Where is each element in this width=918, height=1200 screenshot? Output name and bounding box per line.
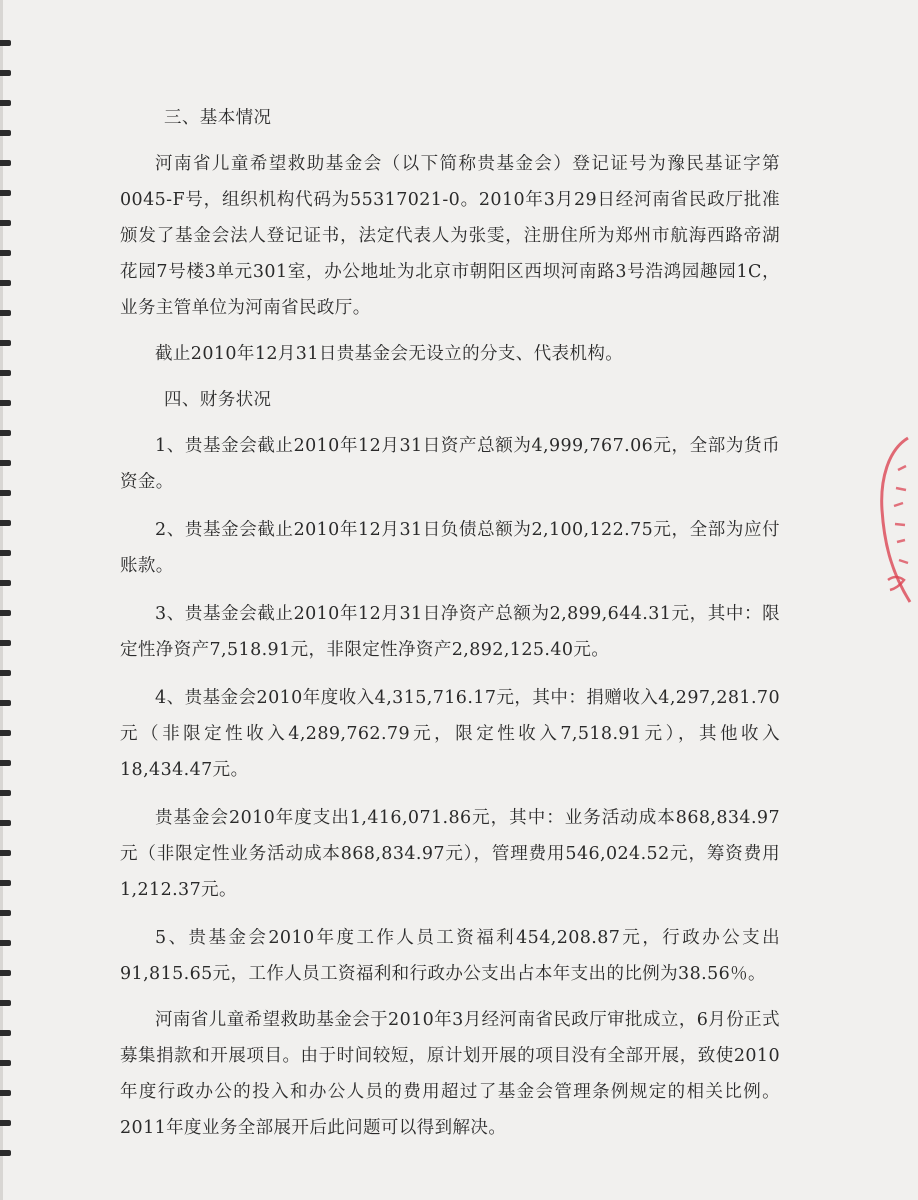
section-heading-basic-info: 三、基本情况: [164, 108, 272, 128]
binding-hole: [0, 850, 11, 856]
binding-hole: [0, 730, 11, 736]
binding-hole: [0, 670, 11, 676]
paragraph-branches: 截止2010年12月31日贵基金会无设立的分支、代表机构。: [155, 344, 624, 364]
binding-hole: [0, 70, 11, 76]
binding-hole: [0, 640, 11, 646]
binding-hole: [0, 40, 11, 46]
binding-hole: [0, 1150, 11, 1156]
binding-hole: [0, 1000, 11, 1006]
paragraph-staff-costs: 5、贵基金会2010年度工作人员工资福利454,208.87元，行政办公支出91,815.65元，工作人员工资福利和行政办公支出占本年支出的比例为38.56％。: [120, 928, 780, 984]
binding-hole: [0, 880, 11, 886]
document-body: [120, 100, 780, 1146]
binding-hole: [0, 130, 11, 136]
section-heading-financial-status: 四、财务状况: [164, 390, 272, 410]
binding-holes: [0, 40, 14, 1180]
binding-hole: [0, 430, 11, 436]
binding-hole: [0, 340, 11, 346]
paragraph-closing-note: 河南省儿童希望救助基金会于2010年3月经河南省民政厅审批成立，6月份正式募集捐款和开展项目。由于时间较短，原计划开展的项目没有全部开展，致使2010年度行政办公的投入和办公人员的费用超过了基金会管理条例规定的相关比例。2011年度业务全部展开后此问题可以得到解决。: [120, 1010, 780, 1138]
paragraph-income: 4、贵基金会2010年度收入4,315,716.17元，其中：捐赠收入4,297,281.70元（非限定性收入4,289,762.79元，限定性收入7,518.91元），其他收入18,434.47元。: [120, 688, 780, 780]
binding-hole: [0, 910, 11, 916]
binding-hole: [0, 580, 11, 586]
binding-hole: [0, 940, 11, 946]
binding-hole: [0, 250, 11, 256]
binding-hole: [0, 700, 11, 706]
binding-hole: [0, 100, 11, 106]
binding-hole: [0, 280, 11, 286]
binding-hole: [0, 160, 11, 166]
paragraph-expenses: 贵基金会2010年度支出1,416,071.86元，其中：业务活动成本868,834.97元（非限定性业务活动成本868,834.97元），管理费用546,024.52元，筹资费用1,212.37元。: [120, 808, 780, 900]
binding-hole: [0, 220, 11, 226]
binding-hole: [0, 400, 11, 406]
paragraph-total-assets: 1、贵基金会截止2010年12月31日资产总额为4,999,767.06元，全部为货币资金。: [120, 436, 780, 492]
binding-hole: [0, 1090, 11, 1096]
binding-hole: [0, 760, 11, 766]
binding-hole: [0, 970, 11, 976]
paragraph-basic-info: 河南省儿童希望救助基金会（以下简称贵基金会）登记证号为豫民基证字第0045-F号，组织机构代码为55317021-0。2010年3月29日经河南省民政厅批准颁发了基金会法人登记证书，法定代表人为张雯，注册住所为郑州市航海西路帝湖花园7号楼3单元301室，办公地址为北京市朝阳区西坝河南路3号浩鸿园趣园1C，业务主管单位为河南省民政厅。: [120, 154, 780, 318]
binding-hole: [0, 1030, 11, 1036]
binding-hole: [0, 190, 11, 196]
binding-hole: [0, 370, 11, 376]
binding-hole: [0, 490, 11, 496]
binding-hole: [0, 1060, 11, 1066]
red-seal-stamp: [868, 430, 918, 610]
binding-hole: [0, 610, 11, 616]
binding-hole: [0, 310, 11, 316]
paragraph-net-assets: 3、贵基金会截止2010年12月31日净资产总额为2,899,644.31元，其中：限定性净资产7,518.91元，非限定性净资产2,892,125.40元。: [120, 604, 780, 660]
binding-hole: [0, 520, 11, 526]
binding-hole: [0, 790, 11, 796]
paragraph-total-liabilities: 2、贵基金会截止2010年12月31日负债总额为2,100,122.75元，全部为应付账款。: [120, 520, 780, 576]
binding-hole: [0, 820, 11, 826]
binding-hole: [0, 550, 11, 556]
binding-hole: [0, 1120, 11, 1126]
binding-hole: [0, 460, 11, 466]
